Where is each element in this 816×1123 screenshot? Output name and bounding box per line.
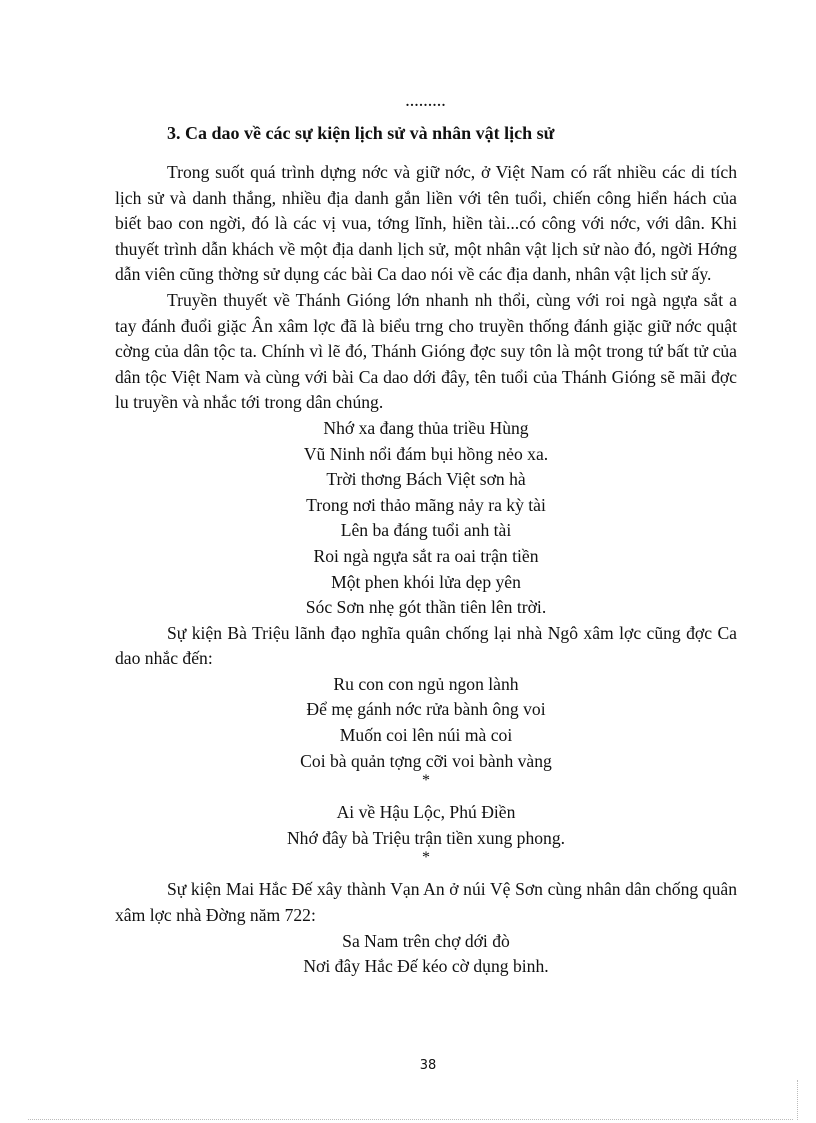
verse-line: Vũ Ninh nổi đám bụi hồng nẻo xa. bbox=[303, 443, 549, 464]
verse-line: Nơi đây Hắc Đế kéo cờ dụng binh. bbox=[303, 956, 549, 977]
separator-dots: ......... bbox=[405, 95, 447, 110]
verse-line: Để mẹ gánh nớc rửa bành ông voi bbox=[306, 699, 546, 720]
footer-divider bbox=[28, 1119, 793, 1120]
verse-line: Trong nơi thảo mãng nảy ra kỳ tài bbox=[306, 494, 546, 515]
verse-line: Nhớ xa đang thủa triều Hùng bbox=[323, 417, 529, 438]
paragraph-intro: Trong suốt quá trình dựng nớc và giữ nớc, ở Việt Nam có rất nhiều các di tích lịch sử và danh thắng, nhiều địa danh gắn liền với tên tuổi, chiến công hiển hách của biết bao con ngời, đó là các vị vua, tớng lĩnh, hiền tài...có công với nớc, với dân. Khi thuyết trình dẫn khách về một địa danh lịch sử, một nhân vật lịch sử nào đó, ngời Hớng dẫn viên cũng thờng sử dụng các bài Ca dao nói về các địa danh, nhân vật lịch sử ấy. bbox=[115, 162, 737, 285]
verse-hau-loc bbox=[115, 800, 737, 851]
verse-line: Lên ba đáng tuổi anh tài bbox=[340, 520, 512, 541]
section-heading: 3. Ca dao về các sự kiện lịch sử và nhân vật lịch sử bbox=[167, 123, 555, 143]
verse-line: Một phen khói lửa dẹp yên bbox=[331, 571, 521, 592]
paragraph-thanh-giong: Truyền thuyết về Thánh Gióng lớn nhanh nh thổi, cùng với roi ngà ngựa sắt a tay đánh đuổi giặc Ân xâm lợc đã là biểu trng cho truyền thống đánh giặc giữ nớc quật cờng của dân tộc ta. Chính vì lẽ đó, Thánh Gióng đợc suy tôn là một trong tứ bất tử của dân tộc Việt Nam và cùng với bài Ca dao dới đây, tên tuổi của Thánh Gióng sẽ mãi đợc lu truyền và nhắc tới trong dân chúng. bbox=[115, 289, 737, 413]
paragraph-mai-hac-de: Sự kiện Mai Hắc Đế xây thành Vạn An ở núi Vệ Sơn cùng nhân dân chống quân xâm lợc nhà Đờng năm 722: bbox=[115, 879, 737, 926]
verse-line: Roi ngà ngựa sắt ra oai trận tiền bbox=[313, 545, 539, 566]
verse-separator-star: * bbox=[422, 849, 430, 867]
verse-mai-hac-de bbox=[115, 929, 737, 980]
verse-line: Ai về Hậu Lộc, Phú Điền bbox=[336, 802, 516, 823]
verse-line: Muốn coi lên núi mà coi bbox=[339, 725, 513, 746]
verse-line: Ru con con ngủ ngon lành bbox=[333, 673, 519, 694]
verse-line: Coi bà quản tợng cỡi voi bành vàng bbox=[300, 750, 552, 771]
paragraph-ba-trieu: Sự kiện Bà Triệu lãnh đạo nghĩa quân chống lại nhà Ngô xâm lợc cũng đợc Ca dao nhắc đến: bbox=[115, 622, 737, 669]
verse-separator-star: * bbox=[422, 772, 430, 790]
page-number: 38 bbox=[419, 1058, 437, 1073]
verse-line: Sa Nam trên chợ dới đò bbox=[342, 930, 510, 951]
margin-divider bbox=[797, 1080, 798, 1120]
verse-thanh-giong bbox=[115, 416, 737, 621]
verse-line: Nhớ đây bà Triệu trận tiền xung phong. bbox=[286, 827, 566, 848]
document-page bbox=[115, 95, 737, 980]
verse-line: Trời thơng Bách Việt sơn hà bbox=[326, 469, 526, 490]
verse-line: Sóc Sơn nhẹ gót thần tiên lên trời. bbox=[305, 597, 547, 618]
verse-ba-trieu bbox=[115, 672, 737, 774]
